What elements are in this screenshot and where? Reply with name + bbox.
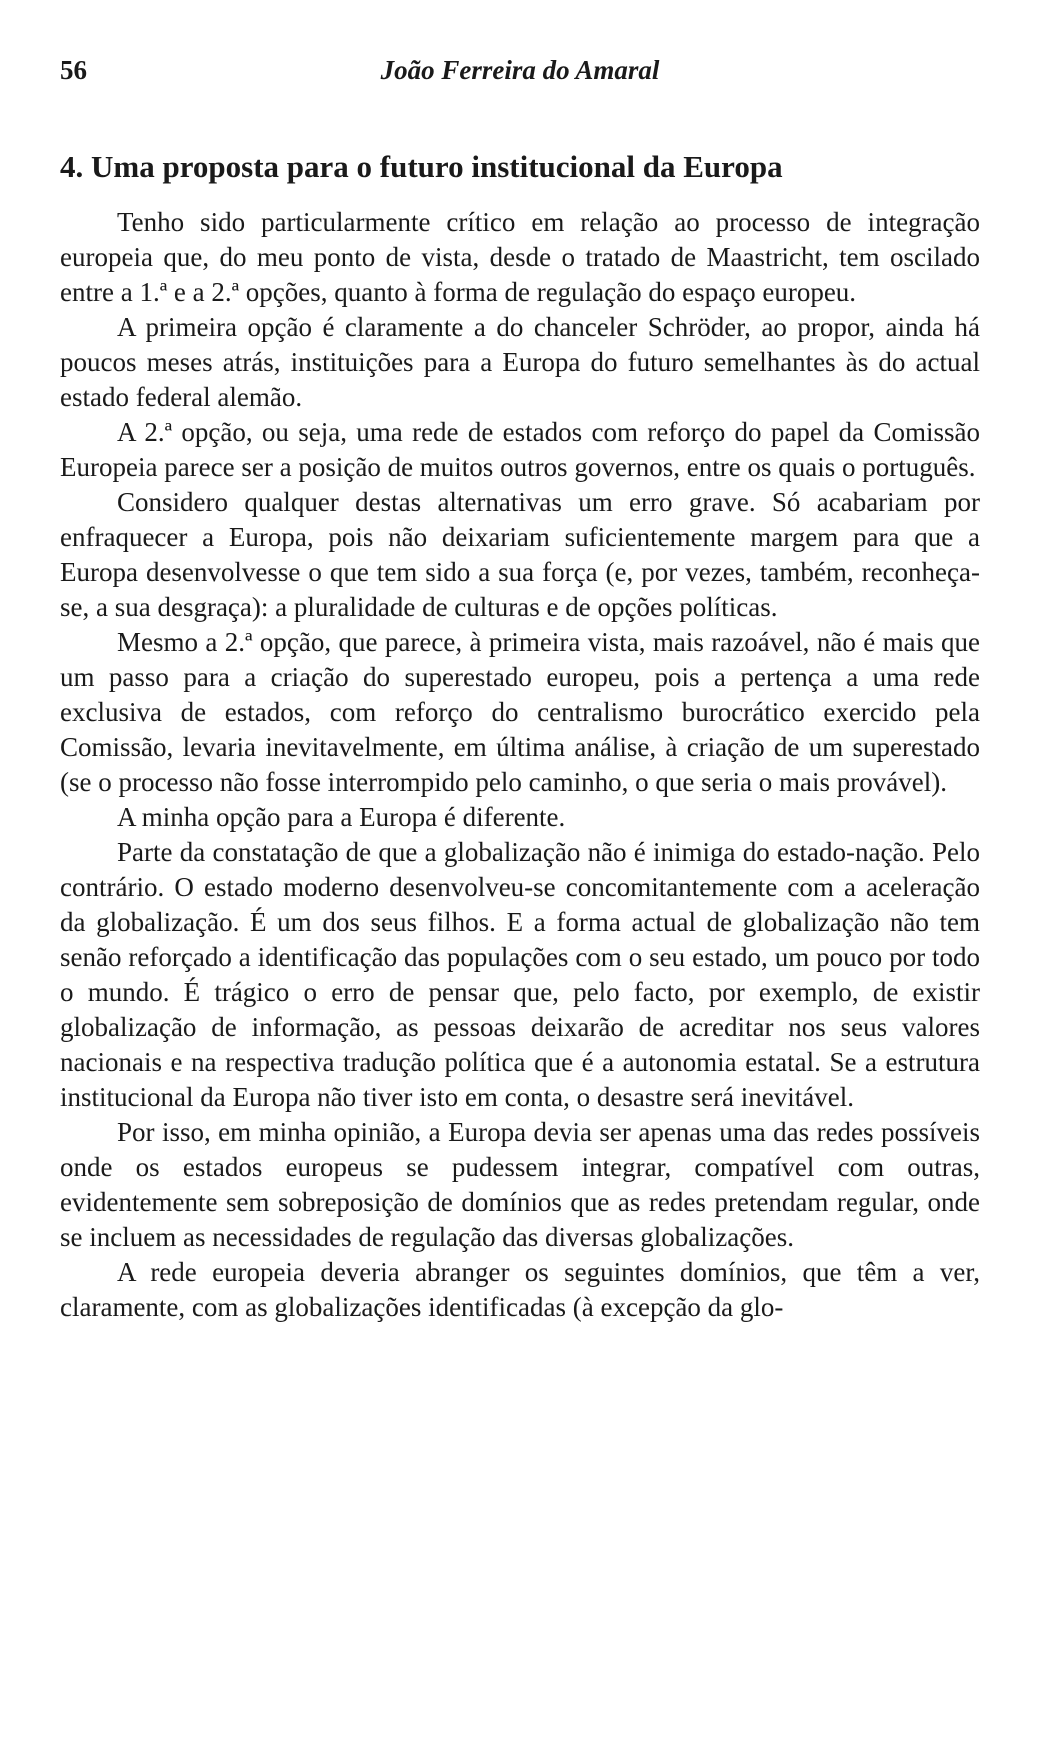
running-head [60, 55, 980, 95]
paragraph: Tenho sido particularmente crítico em relação ao processo de integração europeia que, do meu ponto de vista, desde o tratado de Maastricht, tem oscilado entre a 1.ª e a 2.ª opções, quanto à forma de regulação do espaço europeu. [60, 207, 980, 307]
paragraph: A primeira opção é claramente a do chanceler Schröder, ao propor, ainda há poucos meses atrás, instituições para a Europa do futuro semelhantes às do actual estado federal alemão. [60, 312, 980, 412]
body-text [60, 205, 980, 1325]
paragraph: Por isso, em minha opinião, a Europa devia ser apenas uma das redes possíveis onde os estados europeus se pudessem integrar, compatível com outras, evidentemente sem sobreposição de domínios que as redes pretendam regular, onde se incluem as necessidades de regulação das diversas globalizações. [60, 1117, 980, 1252]
section-heading: 4. Uma proposta para o futuro institucional da Europa [60, 149, 783, 184]
paragraph: Considero qualquer destas alternativas um erro grave. Só acabariam por enfraquecer a Europa, pois não deixariam suficientemente margem para que a Europa desenvolvesse o que tem sido a sua força (e, por vezes, também, reconheça-se, a sua desgraça): a pluralidade de culturas e de opções políticas. [60, 487, 980, 622]
page-number: 56 [60, 55, 87, 85]
paragraph: Mesmo a 2.ª opção, que parece, à primeira vista, mais razoável, não é mais que um passo para a criação do superestado europeu, pois a pertença a uma rede exclusiva de estados, com reforço do centralismo burocrático exercido pela Comissão, levaria inevitavelmente, em última análise, à criação de um superestado (se o processo não fosse interrompido pelo caminho, o que seria o mais provável). [60, 627, 980, 797]
paragraph: A 2.ª opção, ou seja, uma rede de estados com reforço do papel da Comissão Europeia parece ser a posição de muitos outros governos, entre os quais o português. [60, 417, 980, 482]
paragraph: A minha opção para a Europa é diferente. [117, 802, 566, 832]
paragraph: Parte da constatação de que a globalização não é inimiga do estado-nação. Pelo contrário. O estado moderno desenvolveu-se concomitantemente com a aceleração da globalização. É um dos seus filhos. E a forma actual de globalização não tem senão reforçado a identificação das populações com o seu estado, um pouco por todo o mundo. É trágico o erro de pensar que, pelo facto, por exemplo, de existir globalização de informação, as pessoas deixarão de acreditar nos seus valores nacionais e na respectiva tradução política que é a autonomia estatal. Se a estrutura institucional da Europa não tiver isto em conta, o desastre será inevitável. [60, 837, 980, 1112]
running-head-author: João Ferreira do Amaral [380, 55, 660, 85]
paragraph: A rede europeia deveria abranger os seguintes domínios, que têm a ver, claramente, com as globalizações identificadas (à excepção da glo- [60, 1257, 980, 1322]
